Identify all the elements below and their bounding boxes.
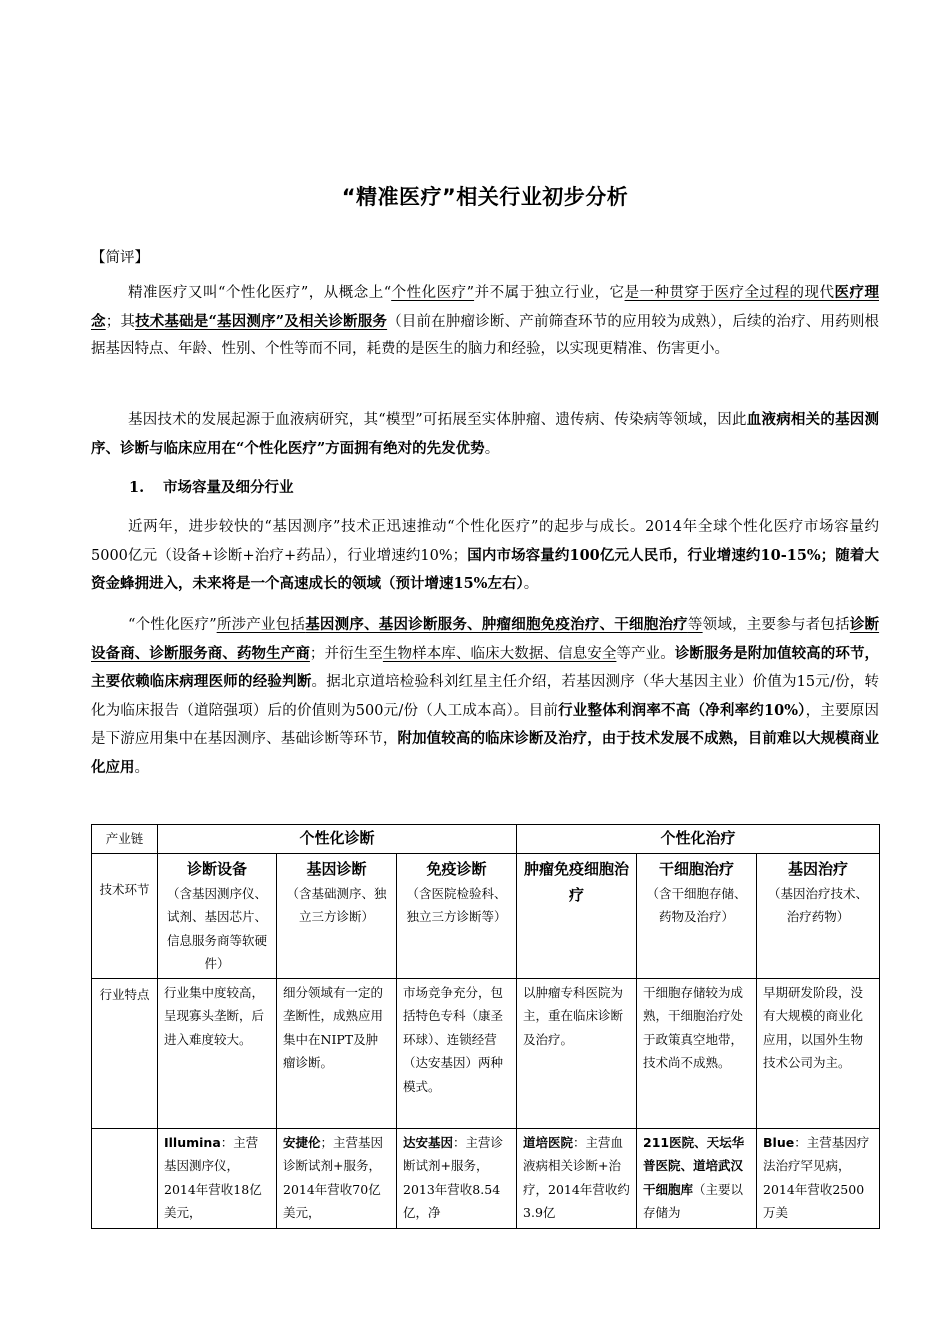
company-cell — [277, 1128, 397, 1228]
category-cell — [757, 853, 880, 978]
company-cell — [637, 1128, 757, 1228]
company-desc: ：主营诊断试剂+服务，2013年营收8.54亿，净 — [403, 1134, 504, 1220]
category-name: 基因治疗 — [788, 859, 849, 878]
feature-cell: 以肿瘤专科医院为主，重在临床诊断及治疗。 — [517, 978, 637, 1128]
company-name: Illumina — [164, 1134, 221, 1150]
p1-text-a: 精准医疗又叫“个性化医疗”，从概念上“ — [128, 285, 392, 301]
p1-text-f: ；其 — [105, 313, 136, 330]
company-name: 达安基因 — [403, 1134, 454, 1150]
feature-label-text: 行业特点 — [99, 986, 150, 1002]
p4-underline-d: 等 — [687, 617, 703, 633]
company-desc: ；主营基因诊断试剂+服务，2014年营收70亿美元， — [283, 1134, 384, 1220]
section-heading — [129, 476, 294, 497]
p4-text-k: 。据北京道培检验科刘红星主任介绍，若基因测序（华大基因主业）价值为15元/份，转化为临床报告（道陪强项）后的价值则为500元/份（人工成本高）。目前 — [91, 674, 879, 719]
p1-text-c: 并不属于独立行业，它 — [474, 285, 625, 301]
company-name: 安捷伦 — [283, 1134, 321, 1150]
p4-bold-c: 基因测序、基因诊断服务、肿瘤细胞免疫治疗、干细胞治疗 — [305, 616, 688, 633]
table-row-features — [92, 978, 880, 1128]
section-number: 1. — [129, 479, 145, 496]
feature-cell: 行业集中度较高，呈现寡头垄断，后进入难度较大。 — [158, 978, 277, 1128]
p4-text-o: 。 — [134, 759, 149, 776]
p4-text-a: “个性化医疗” — [128, 617, 217, 633]
tech-label-text: 技术环节 — [99, 881, 150, 897]
industry-chain-table — [91, 824, 880, 1229]
p4-bold-j: 诊断服务是附加值较高的环节，主要依赖临床病理医师的经验判断 — [91, 644, 880, 690]
p3-text-c: 。 — [523, 576, 539, 592]
p1-text-h: （目前在肿瘤诊断、产前筛查环节的应用较为成熟），后续的治疗、用药则根据基因特点、年龄、性别、个性等而不同，耗费的是医生的脑力和经验，以实现更精准、伤害更小。 — [91, 313, 880, 357]
p4-bold-l: 行业整体利润率不高（净利率约10%） — [558, 701, 806, 719]
paragraph-industry-chain — [91, 611, 879, 782]
p4-text-g: ；并衍生至 — [309, 645, 383, 662]
category-name: 肿瘤免疫细胞治疗 — [524, 859, 630, 904]
tech-label — [92, 853, 158, 978]
category-desc: （含医院检验科、独立三方诊断等） — [406, 885, 507, 924]
company-desc: ：主营基因测序仪，2014年营收18亿美元， — [164, 1134, 262, 1220]
p2-text-c: 。 — [484, 440, 500, 457]
category-cell — [637, 853, 757, 978]
paragraph-intro — [91, 279, 879, 364]
p3-bold-b: 国内市场容量约100亿元人民币，行业增速约10-15%；随着大资金蜂拥进入，未来将是一个高速成长的领域（预计增速15%左右） — [91, 546, 880, 592]
category-desc: （基因治疗技术、治疗药物） — [768, 885, 869, 924]
p1-bold-e: 医疗理念 — [91, 284, 880, 330]
company-desc: ：主营血液病相关诊断+治疗，2014年营收约3.9亿 — [523, 1134, 630, 1220]
p2-bold-b: 血液病相关的基因测序、诊断与临床应用在“个性化医疗”方面拥有绝对的先发优势 — [91, 411, 880, 457]
category-name: 诊断设备 — [186, 859, 247, 878]
company-name: 道培医院 — [523, 1134, 574, 1150]
category-cell — [517, 853, 637, 978]
company-label-empty — [92, 1128, 158, 1228]
p1-underline-b: 个性化医疗” — [391, 285, 475, 301]
p4-bold-n: 附加值较高的临床诊断及治疗，由于技术发展不成熟，目前难以大规模商业化应用 — [91, 730, 880, 776]
company-desc: （主要以存储为 — [643, 1181, 744, 1220]
group-diagnosis: 个性化诊断 — [158, 825, 517, 854]
table-row-tech — [92, 853, 880, 978]
summary-label: 【简评】 — [91, 250, 149, 266]
company-cell — [397, 1128, 517, 1228]
table-row-companies — [92, 1128, 880, 1228]
paragraph-blood-disease — [91, 406, 879, 463]
document-title: “精准医疗”相关行业初步分析 — [341, 185, 629, 209]
company-cell — [757, 1128, 880, 1228]
category-desc: （含基因测序仪、试剂、基因芯片、信息服务商等软硬件） — [166, 885, 267, 971]
category-cell — [158, 853, 277, 978]
category-name: 基因诊断 — [306, 859, 367, 878]
company-name: Blue — [763, 1134, 795, 1150]
p4-underline-h: 生物样本库、临床大数据、信息安全 — [382, 645, 617, 662]
table-header-row — [92, 825, 880, 854]
feature-cell: 细分领域有一定的垄断性，成熟应用集中在NIPT及肿瘤诊断。 — [277, 978, 397, 1128]
category-cell — [277, 853, 397, 978]
p3-text-a: 近两年，进步较快的“基因测序”技术正迅速推动“个性化医疗”的起步与成长。2014年全球个性化医疗市场容量约5000亿元（设备+诊断+治疗+药品），行业增速约10%； — [91, 519, 879, 564]
category-desc: （含干细胞存储、药物及治疗） — [646, 885, 747, 924]
company-cell — [517, 1128, 637, 1228]
p4-underline-b: 所涉产业包括 — [216, 617, 306, 633]
section-title: 市场容量及细分行业 — [163, 479, 294, 496]
feature-label — [92, 978, 158, 1128]
category-desc: （含基础测序、独立三方诊断） — [286, 885, 387, 924]
company-desc: ：主营基因疗法治疗罕见病，2014年营收2500万美 — [763, 1134, 870, 1220]
chain-label: 产业链 — [92, 825, 158, 854]
p4-bold-f: 诊断设备商、诊断服务商、药物生产商 — [91, 616, 880, 662]
p1-underline-d: 是一种贯穿于医疗全过程的现代 — [624, 285, 835, 301]
group-treatment: 个性化治疗 — [517, 825, 880, 854]
p4-text-m: ，主要原因是下游应用集中在基因测序、基础诊断等环节， — [91, 702, 879, 747]
p1-bold-g: 技术基础是“基因测序”及相关诊断服务 — [135, 312, 388, 330]
p4-text-e: 领域，主要参与者包括 — [702, 617, 850, 633]
category-name: 免疫诊断 — [426, 859, 487, 878]
feature-cell: 干细胞存储较为成熟，干细胞治疗处于政策真空地带，技术尚不成熟。 — [637, 978, 757, 1128]
paragraph-market-size — [91, 514, 879, 599]
company-name: 211医院、天坛华普医院、道培武汉干细胞库 — [643, 1134, 745, 1197]
category-name: 干细胞治疗 — [659, 859, 735, 878]
company-cell — [158, 1128, 277, 1228]
feature-cell: 市场竞争充分，包括特色专科（康圣环球）、连锁经营（达安基因）两种模式。 — [397, 978, 517, 1128]
category-cell — [397, 853, 517, 978]
p2-text-a: 基因技术的发展起源于血液病研究，其“模型”可拓展至实体肿瘤、遗传病、传染病等领域，因此 — [128, 412, 747, 428]
p4-text-i: 等产业。 — [616, 645, 675, 662]
feature-cell: 早期研发阶段，没有大规模的商业化应用，以国外生物技术公司为主。 — [757, 978, 880, 1128]
